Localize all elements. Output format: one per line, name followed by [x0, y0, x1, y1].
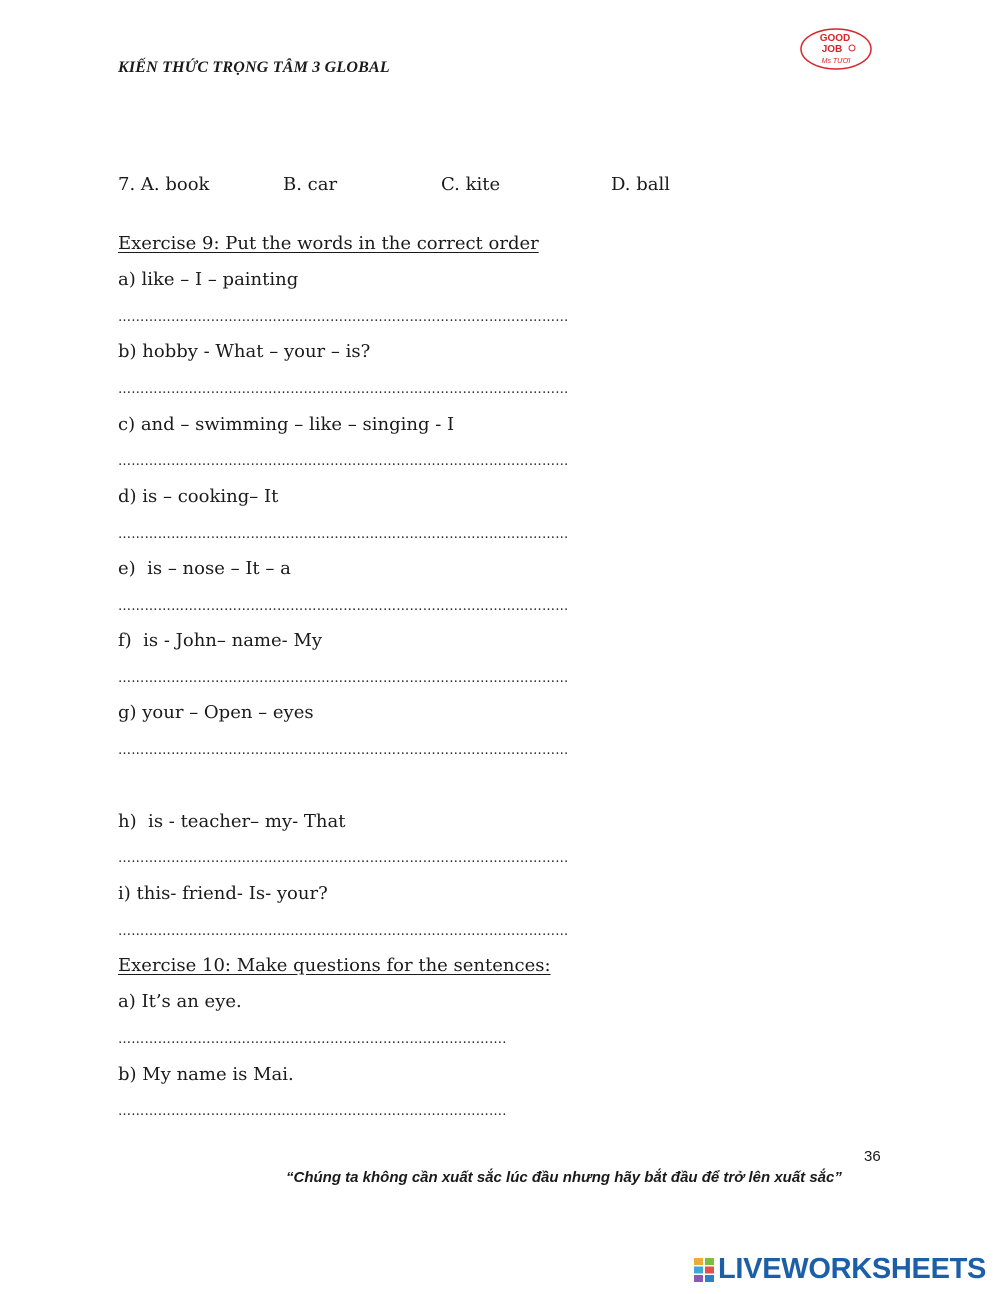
- exercise-9-item-i: i) this- friend- Is- your?: [118, 883, 328, 904]
- liveworksheets-grid-icon: [694, 1258, 714, 1282]
- answer-line-b[interactable]: …………………………………………………………………………………………: [118, 382, 569, 397]
- q7-option-a: 7. A. book: [118, 174, 210, 195]
- answer-line-10b[interactable]: …………………………………………………………………………….: [118, 1104, 507, 1119]
- exercise-9-item-h: h) is - teacher– my- That: [118, 811, 346, 832]
- answer-line-h[interactable]: …………………………………………………………………………………………: [118, 851, 569, 866]
- footer-quote: “Chúng ta không cần xuất sắc lúc đầu nhưng hãy bắt đầu để trở lên xuất sắc”: [286, 1169, 842, 1186]
- exercise-9-item-e: e) is – nose – It – a: [118, 558, 291, 579]
- answer-line-e[interactable]: …………………………………………………………………………………………: [118, 599, 569, 614]
- exercise-10-heading: Exercise 10: Make questions for the sentences:: [118, 955, 551, 976]
- q7-option-b: B. car: [283, 174, 338, 195]
- svg-text:Ms TƯƠI: Ms TƯƠI: [821, 58, 851, 65]
- exercise-9-item-b: b) hobby - What – your – is?: [118, 341, 371, 362]
- answer-line-d[interactable]: …………………………………………………………………………………………: [118, 527, 569, 542]
- answer-line-a[interactable]: …………………………………………………………………………………………: [118, 310, 569, 325]
- exercise-10-item-a: a) It’s an eye.: [118, 991, 242, 1012]
- answer-line-g[interactable]: …………………………………………………………………………………………: [118, 743, 569, 758]
- exercise-9-item-g: g) your – Open – eyes: [118, 702, 314, 723]
- page-number: 36: [864, 1148, 881, 1165]
- exercise-9-item-c: c) and – swimming – like – singing - I: [118, 414, 455, 435]
- answer-line-f[interactable]: …………………………………………………………………………………………: [118, 671, 569, 686]
- good-job-stamp-icon: [798, 27, 874, 71]
- answer-line-10a[interactable]: …………………………………………………………………………….: [118, 1032, 507, 1047]
- exercise-9-heading: Exercise 9: Put the words in the correct order: [118, 233, 539, 254]
- svg-text:JOB: JOB: [821, 44, 843, 55]
- answer-line-i[interactable]: …………………………………………………………………………………………: [118, 924, 569, 939]
- exercise-9-item-d: d) is – cooking– It: [118, 486, 279, 507]
- exercise-10-item-b: b) My name is Mai.: [118, 1064, 294, 1085]
- document-header-title: KIẾN THỨC TRỌNG TÂM 3 GLOBAL: [118, 59, 390, 76]
- svg-text:GOOD: GOOD: [819, 33, 851, 44]
- answer-line-c[interactable]: …………………………………………………………………………………………: [118, 454, 569, 469]
- exercise-9-item-f: f) is - John– name- My: [118, 630, 323, 651]
- q7-option-c: C. kite: [441, 174, 501, 195]
- liveworksheets-wordmark: LIVEWORKSHEETS: [718, 1253, 987, 1285]
- exercise-9-item-a: a) like – I – painting: [118, 269, 299, 290]
- q7-option-d: D. ball: [611, 174, 671, 195]
